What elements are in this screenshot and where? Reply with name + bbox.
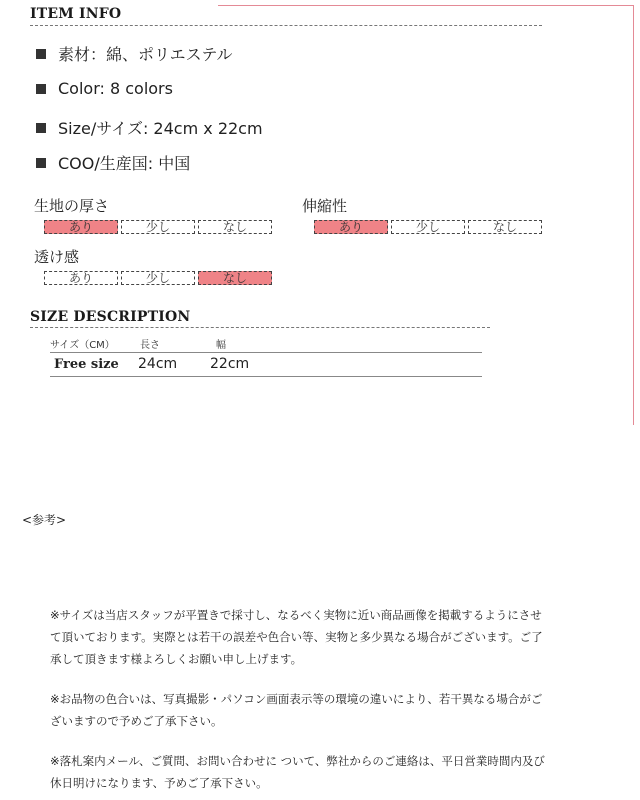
coo-row xyxy=(36,151,190,174)
stretch-title: 伸縮性 xyxy=(302,197,348,215)
size-description-rule xyxy=(30,327,490,328)
stretch-option-nashi: なし xyxy=(468,220,542,234)
note-paragraph-3: ※落札案内メール、ご質問、お問い合わせに ついて、弊社からのご連絡は、平日営業時間内及び休日明けになります、予めご了承下さい。 xyxy=(50,754,545,790)
thickness-title: 生地の厚さ xyxy=(34,197,110,215)
size-text: Size/サイズ: 24cm x 22cm xyxy=(58,119,263,138)
reference-label: <参考> xyxy=(22,513,67,527)
decorative-right-line xyxy=(633,5,634,425)
transparency-title: 透け感 xyxy=(34,248,80,266)
decorative-top-line xyxy=(218,5,634,6)
coo-text: COO/生産国: 中国 xyxy=(58,154,191,173)
stretch-options xyxy=(314,220,542,234)
thickness-option-nashi: なし xyxy=(198,220,272,234)
size-description-heading: SIZE DESCRIPTION xyxy=(30,309,191,325)
transparency-option-sukoshi: 少し xyxy=(121,271,195,285)
note-paragraph-1: ※サイズは当店スタッフが平置きで採寸し、なるべく実物に近い商品画像を掲載するようにさせて頂いております。実際とは若干の誤差や色合い等、実物と多少異なる場合がございます。ご了承して頂きます様よろしくお願い申し上げます。 xyxy=(50,608,543,666)
length-cell: 24cm xyxy=(138,356,178,372)
stretch-option-sukoshi: 少し xyxy=(391,220,465,234)
thickness-option-ari: あり xyxy=(44,220,118,234)
width-col-header: 幅 xyxy=(216,340,226,351)
transparency-options xyxy=(44,271,272,285)
stretch-option-ari: あり xyxy=(314,220,388,234)
bullet-square-icon xyxy=(36,49,46,59)
size-col-header: サイズ（CM） xyxy=(50,340,115,351)
bullet-square-icon xyxy=(36,158,46,168)
width-cell: 22cm xyxy=(210,356,250,372)
material-text: 素材：綿、ポリエステル xyxy=(58,45,233,64)
note-paragraph-2: ※お品物の色合いは、写真撮影・パソコン画面表示等の環境の違いにより、若干異なる場合がございますので予めご了承下さい。 xyxy=(50,692,543,728)
color-row xyxy=(36,79,173,98)
transparency-option-nashi: なし xyxy=(198,271,272,285)
size-table-header xyxy=(50,336,482,353)
size-row xyxy=(36,116,263,139)
item-info-heading: ITEM INFO xyxy=(30,6,122,22)
color-text: Color: 8 colors xyxy=(58,79,173,98)
item-info-rule xyxy=(30,25,542,26)
material-row xyxy=(36,42,233,65)
transparency-option-ari: あり xyxy=(44,271,118,285)
thickness-option-sukoshi: 少し xyxy=(121,220,195,234)
thickness-options xyxy=(44,220,272,234)
size-cell: Free size xyxy=(54,357,119,372)
bullet-square-icon xyxy=(36,84,46,94)
table-row xyxy=(50,355,482,377)
bullet-square-icon xyxy=(36,123,46,133)
length-col-header: 長さ xyxy=(140,340,160,351)
